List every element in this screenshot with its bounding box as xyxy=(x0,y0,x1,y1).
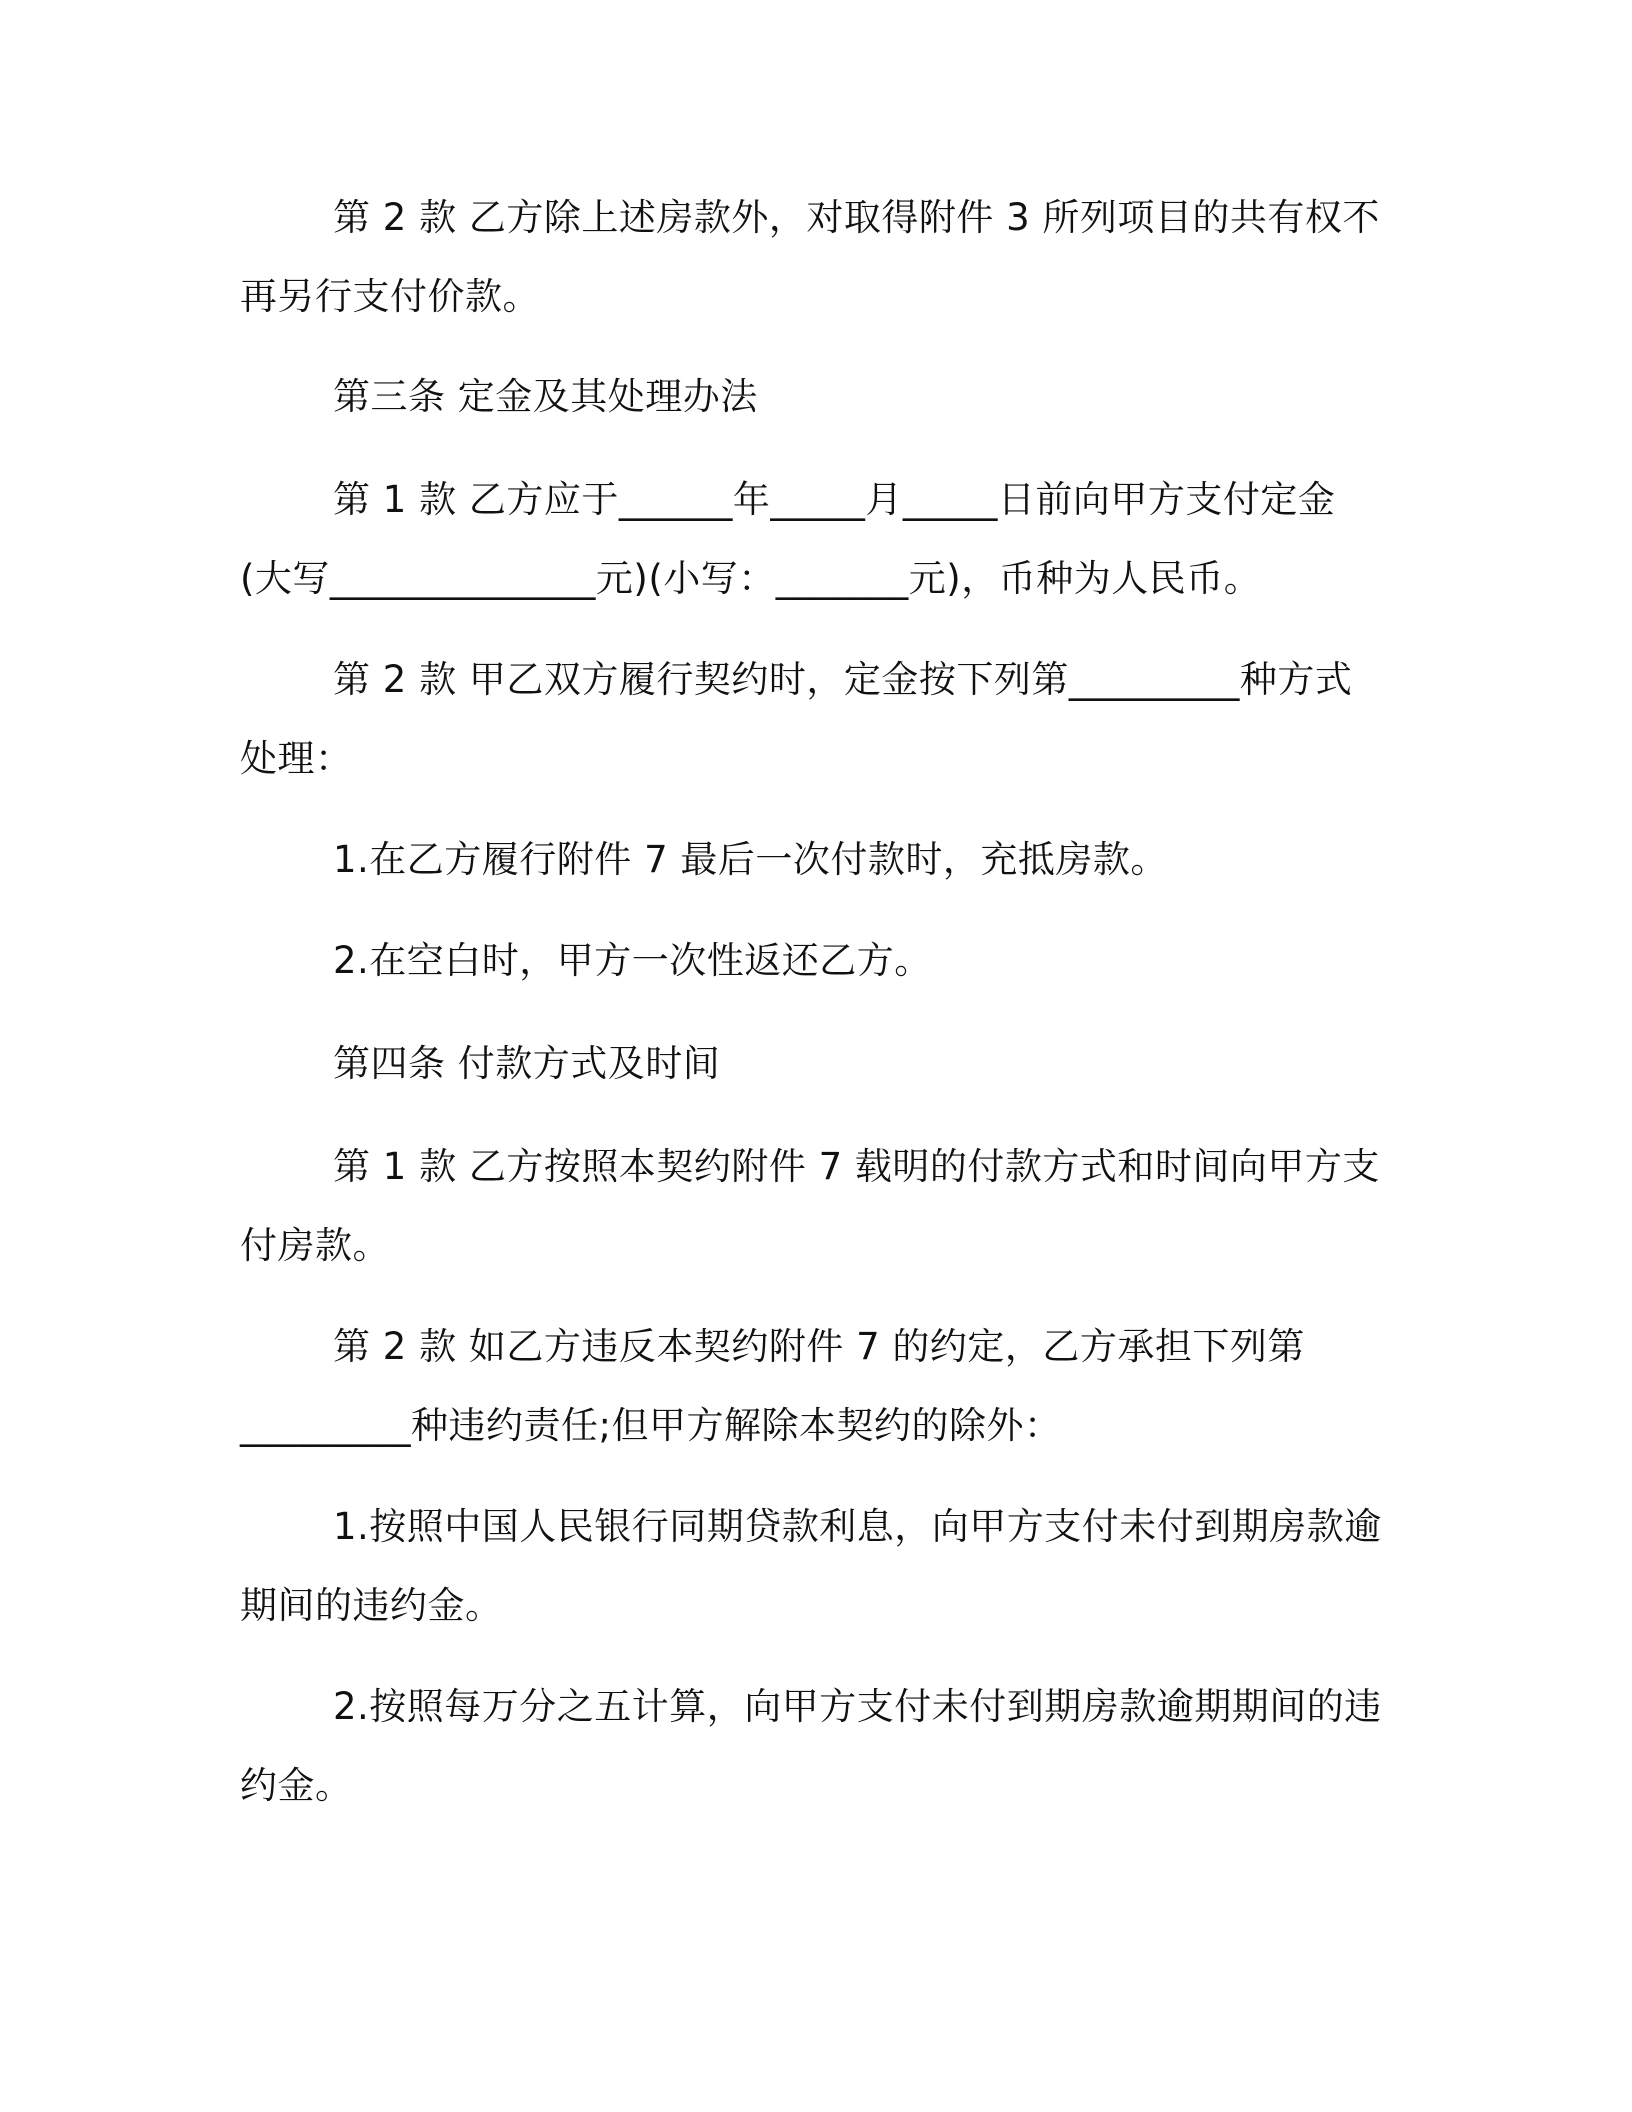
clause-3-2-option-2: 2.在空白时，甲方一次性返还乙方。 xyxy=(333,939,932,982)
clause-4-1-line-1: 第 1 款 乙方按照本契约附件 7 载明的付款方式和时间向甲方支 xyxy=(333,1145,1380,1188)
clause-4-2-option-1-line-1: 1.按照中国人民银行同期贷款利息，向甲方支付未付到期房款逾 xyxy=(333,1505,1382,1548)
clause-4-2-line-1: 第 2 款 如乙方违反本契约附件 7 的约定，乙方承担下列第 xyxy=(333,1325,1305,1368)
clause-4-2-option-2-line-2: 约金。 xyxy=(240,1764,353,1807)
article-3-heading: 第三条 定金及其处理办法 xyxy=(333,375,758,418)
clause-3-1-line-1: 第 1 款 乙方应于______年_____月_____日前向甲方支付定金 xyxy=(333,478,1336,521)
clause-4-2-option-1-line-2: 期间的违约金。 xyxy=(240,1584,503,1627)
clause-4-2-line-2: _________种违约责任;但甲方解除本契约的除外： xyxy=(240,1404,1062,1447)
clause-2-2-line-2: 再另行支付价款。 xyxy=(240,275,540,318)
clause-3-2-line-2: 处理： xyxy=(240,737,353,780)
clause-3-1-line-2: (大写______________元)(小写：_______元)，币种为人民币。 xyxy=(240,557,1262,600)
clause-3-2-line-1: 第 2 款 甲乙双方履行契约时，定金按下列第_________种方式 xyxy=(333,658,1353,701)
clause-4-1-line-2: 付房款。 xyxy=(240,1224,390,1267)
clause-4-2-option-2-line-1: 2.按照每万分之五计算，向甲方支付未付到期房款逾期期间的违 xyxy=(333,1685,1382,1728)
article-4-heading: 第四条 付款方式及时间 xyxy=(333,1042,721,1085)
clause-3-2-option-1: 1.在乙方履行附件 7 最后一次付款时，充抵房款。 xyxy=(333,838,1168,881)
clause-2-2-line-1: 第 2 款 乙方除上述房款外，对取得附件 3 所列项目的共有权不 xyxy=(333,196,1380,239)
